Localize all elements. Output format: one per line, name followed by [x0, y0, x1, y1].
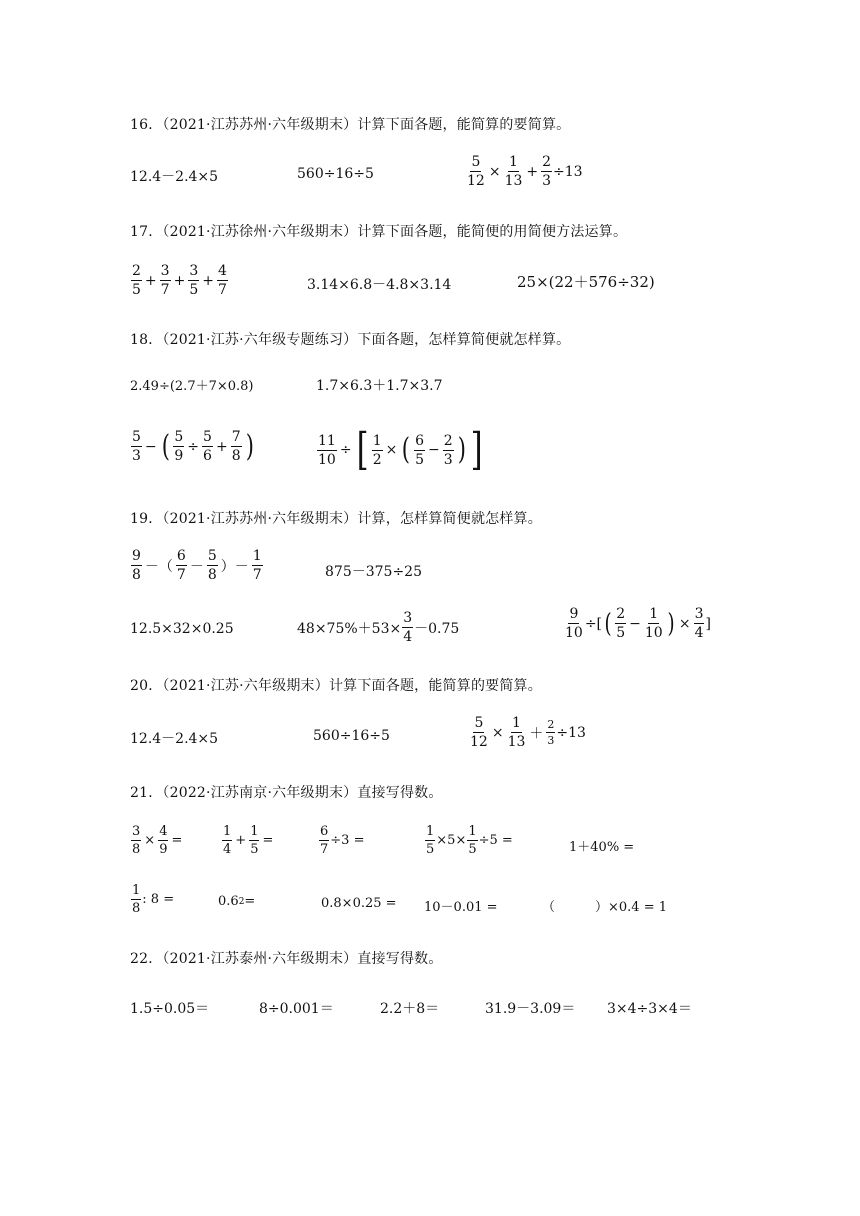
q21-expr-1: $\frac{3}{8}$ × $\frac{4}{9}$ =	[132, 824, 183, 857]
fraction: $\frac{4}{7}$	[217, 263, 227, 298]
q22-expr-1: 1.5÷0.05＝	[130, 1001, 210, 1017]
fraction: $\frac{5}{12}$	[470, 715, 488, 750]
q19-expr-1: $\frac{9}{8}$ －（ $\frac{6}{7}$ － $\frac{5}{8}$ ）－ $\frac{1}{7}$	[132, 548, 262, 583]
fraction: $\frac{2}{3}$	[542, 154, 552, 189]
q17-heading: 17．（2021·江苏徐州·六年级期末）计算下面各题，能简便的用简便方法运算。	[130, 224, 628, 240]
fraction: $\frac{3}{5}$	[189, 263, 199, 298]
q18-expr-3: $\frac{5}{3}$ − ( $\frac{5}{9}$ ÷ $\frac{5}{6}$ + $\frac{7}{8}$ )	[132, 428, 254, 464]
q21-expr-5: 1＋40% =	[569, 840, 635, 855]
fraction: $\frac{1}{5}$	[468, 824, 477, 857]
fraction: $\frac{1}{13}$	[507, 715, 526, 750]
q20-expr-3: $\frac{5}{12}$ × $\frac{1}{13}$ ＋ $\frac{2}{3}$ ÷13	[470, 715, 586, 750]
q20-expr-1: 12.4－2.4×5	[130, 731, 219, 747]
fraction: $\frac{6}{5}$	[415, 432, 425, 468]
q21-expr-8: 0.8×0.25 =	[321, 896, 397, 911]
fraction: $\frac{3}{8}$	[132, 824, 141, 857]
q20-heading: 20．（2021·江苏·六年级期末）计算下面各题，能简算的要简算。	[130, 678, 542, 694]
fraction: $\frac{1}{2}$	[372, 432, 382, 468]
q19-heading: 19．（2021·江苏苏州·六年级期末）计算，怎样算简便就怎样算。	[130, 511, 542, 527]
fraction: $\frac{1}{7}$	[252, 548, 262, 583]
q21-expr-10: （ ）×0.4 = 1	[542, 900, 668, 915]
fraction: $\frac{3}{4}$	[403, 610, 413, 645]
q19-expr-2: 875－375÷25	[325, 564, 422, 580]
fraction: $\frac{2}{5}$	[616, 606, 626, 641]
fraction: $\frac{1}{5}$	[250, 824, 259, 857]
fraction: $\frac{1}{4}$	[223, 824, 232, 857]
q21-expr-7: 0.6 2 =	[218, 894, 256, 909]
fraction: $\frac{3}{7}$	[160, 263, 170, 298]
fraction: $\frac{6}{7}$	[176, 548, 186, 583]
fraction: $\frac{2}{5}$	[132, 263, 141, 298]
q16-expr-1: 12.4－2.4×5	[130, 169, 219, 185]
fraction: $\frac{6}{7}$	[320, 824, 329, 857]
fraction: $\frac{9}{8}$	[132, 548, 141, 583]
fraction: $\frac{5}{6}$	[203, 429, 212, 464]
fraction: $\frac{1}{13}$	[504, 154, 523, 189]
q16-expr-3: $\frac{5}{12}$ × $\frac{1}{13}$ + $\frac{2}{3}$ ÷13	[467, 154, 583, 189]
fraction: $\frac{2}{3}$	[443, 432, 453, 468]
q19-expr-3: 12.5×32×0.25	[130, 621, 234, 637]
q19-expr-5: $\frac{9}{10}$ ÷[ ( $\frac{2}{5}$ − $\frac{1}{10}$ ) × $\frac{3}{4}$ ]	[565, 606, 711, 641]
q21-expr-3: $\frac{6}{7}$ ÷3 =	[320, 824, 365, 857]
q16-expr-2: 560÷16÷5	[297, 166, 374, 182]
q16-heading: 16．（2021·江苏苏州·六年级期末）计算下面各题，能简算的要简算。	[130, 117, 571, 133]
q19-expr-4: 48×75%＋53× $\frac{3}{4}$ －0.75	[297, 610, 460, 645]
fraction: $\frac{5}{3}$	[132, 429, 141, 464]
fraction: $\frac{2}{3}$	[547, 718, 555, 747]
fraction: $\frac{5}{12}$	[467, 154, 485, 189]
q17-expr-2: 3.14×6.8－4.8×3.14	[307, 277, 452, 293]
fraction: $\frac{11}{10}$	[318, 432, 336, 468]
fraction: $\frac{1}{5}$	[426, 824, 435, 857]
q18-heading: 18．（2021·江苏·六年级专题练习）下面各题，怎样算简便就怎样算。	[130, 332, 571, 348]
q18-expr-4: $\frac{11}{10}$ ÷ [ $\frac{1}{2}$ × ( $\frac{6}{5}$ − $\frac{2}{3}$ ) ]	[318, 424, 484, 475]
q22-expr-5: 3×4÷3×4＝	[607, 1001, 692, 1017]
q18-expr-2: 1.7×6.3＋1.7×3.7	[316, 378, 443, 394]
fraction: $\frac{1}{10}$	[644, 606, 663, 641]
q21-expr-2: $\frac{1}{4}$ + $\frac{1}{5}$ =	[223, 824, 274, 857]
q22-expr-3: 2.2＋8＝	[380, 1001, 440, 1017]
q22-expr-2: 8÷0.001＝	[259, 1001, 334, 1017]
q21-expr-9: 10－0.01 =	[424, 900, 498, 915]
q22-heading: 22．（2021·江苏泰州·六年级期末）直接写得数。	[130, 951, 443, 967]
fraction: $\frac{1}{8}$	[132, 883, 141, 916]
fraction: $\frac{5}{9}$	[174, 429, 184, 464]
q18-expr-1: 2.49÷(2.7＋7×0.8)	[130, 379, 254, 394]
fraction: $\frac{4}{9}$	[159, 824, 168, 857]
q17-expr-3: 25×(22＋576÷32)	[517, 273, 655, 291]
fraction: $\frac{5}{8}$	[207, 548, 217, 583]
q17-expr-1: $\frac{2}{5}$ + $\frac{3}{7}$ + $\frac{3}{5}$ + $\frac{4}{7}$	[132, 263, 227, 298]
q21-expr-4: $\frac{1}{5}$ ×5× $\frac{1}{5}$ ÷5 =	[426, 824, 513, 857]
fraction: $\frac{9}{10}$	[565, 606, 583, 641]
fraction: $\frac{7}{8}$	[231, 429, 241, 464]
q22-expr-4: 31.9－3.09＝	[485, 1001, 576, 1017]
q21-expr-6: $\frac{1}{8}$ : 8 =	[132, 883, 175, 916]
fraction: $\frac{3}{4}$	[694, 606, 704, 641]
q20-expr-2: 560÷16÷5	[313, 728, 390, 744]
q21-heading: 21．（2022·江苏南京·六年级期末）直接写得数。	[130, 785, 443, 801]
